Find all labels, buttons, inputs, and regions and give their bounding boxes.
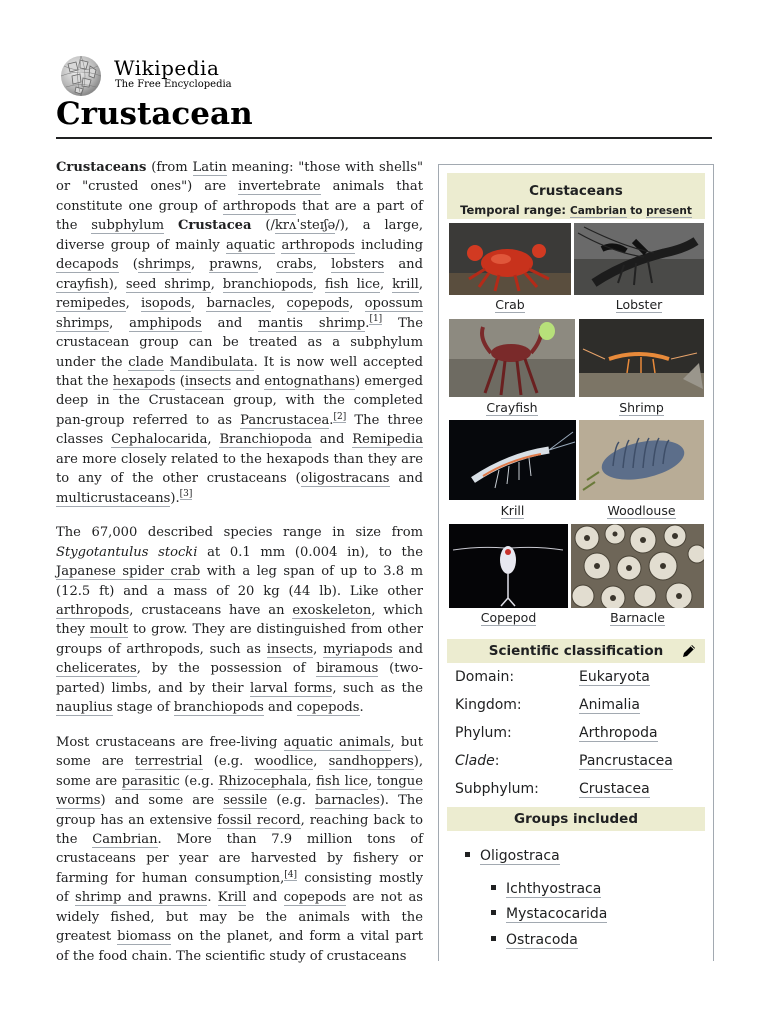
crayfish-image[interactable] [449, 319, 575, 397]
barnacle-image[interactable] [571, 524, 704, 608]
subphylum-label: Subphylum: [455, 781, 539, 797]
link-fossil-record[interactable]: fossil record [217, 812, 301, 828]
woodlouse-image[interactable] [579, 420, 704, 500]
tagline: The Free Encyclopedia [115, 79, 232, 90]
link-terrestrial[interactable]: terrestrial [134, 754, 203, 770]
link-oligostracans[interactable]: oligostracans [300, 471, 390, 487]
link-nauplius[interactable]: nauplius [56, 700, 113, 716]
infobox-header [447, 173, 705, 219]
phylum-label: Phylum: [455, 725, 512, 741]
link-amphipods[interactable]: amphipods [129, 315, 202, 331]
article-body [56, 158, 423, 981]
link-branchiopods[interactable]: branchiopods [222, 276, 313, 292]
caption-woodlouse[interactable]: Woodlouse [607, 503, 676, 518]
group-item [491, 932, 578, 948]
link-shrimp-and-prawns[interactable]: shrimp and prawns [75, 890, 208, 906]
reference-3[interactable]: [3] [179, 489, 193, 500]
link-crustacea[interactable]: Crustacea [579, 781, 650, 797]
caption-shrimp[interactable]: Shrimp [619, 400, 664, 415]
link-tongue-worms[interactable]: tongue worms [56, 773, 423, 809]
bullet [491, 910, 496, 915]
link-cephalocarida[interactable]: Cephalocarida [111, 432, 208, 448]
caption-crayfish[interactable]: Crayfish [486, 400, 538, 415]
link-japanese-spider-crab[interactable]: Japanese spider crab [56, 564, 201, 580]
link-clade[interactable]: clade [128, 354, 164, 370]
group-item [491, 881, 601, 897]
link-mystacocarida[interactable]: Mystacocarida [506, 906, 608, 922]
link-arthropods[interactable]: arthropods [222, 198, 297, 214]
link-barnacles[interactable]: barnacles [206, 296, 272, 312]
link-sandhoppers[interactable]: sandhoppers [328, 754, 414, 770]
link-mandibulata[interactable]: Mandibulata [169, 354, 254, 370]
link-myriapods[interactable]: myriapods [323, 641, 393, 657]
caption-barnacle[interactable]: Barnacle [610, 610, 665, 625]
link-crayfish[interactable]: crayfish [56, 276, 109, 292]
link-ostracoda[interactable]: Ostracoda [506, 932, 578, 948]
link-arthropods[interactable]: arthropods [56, 602, 130, 618]
bold-term: Crustacea [177, 218, 252, 234]
copepod-image[interactable] [449, 524, 568, 608]
link-present[interactable]: present [646, 205, 692, 217]
link-subphylum[interactable]: subphylum [91, 218, 165, 234]
link-biomass[interactable]: biomass [117, 929, 172, 945]
link-animalia[interactable]: Animalia [579, 697, 640, 713]
link-decapods[interactable]: decapods [56, 257, 119, 273]
classification-header: Scientific classification [447, 639, 705, 663]
krill-image[interactable] [449, 420, 576, 500]
lobster-image[interactable] [574, 223, 704, 295]
link-insects[interactable]: insects [184, 373, 232, 389]
link-copepods[interactable]: copepods [286, 296, 350, 312]
link-fish-lice[interactable]: fish lice [324, 276, 381, 292]
link-crabs[interactable]: crabs [276, 257, 313, 273]
link-biramous[interactable]: biramous [316, 661, 379, 677]
link-hexapods[interactable]: hexapods [112, 373, 176, 389]
link-copepods[interactable]: copepods [283, 890, 347, 906]
link-branchiopoda[interactable]: Branchiopoda [219, 432, 312, 448]
link-lobsters[interactable]: lobsters [331, 257, 385, 273]
link-prawns[interactable]: prawns [209, 257, 259, 273]
link-pronunciation[interactable]: krʌˈsteɪʃə [274, 218, 336, 234]
link-chelicerates[interactable]: chelicerates [56, 661, 137, 677]
bullet [491, 885, 496, 890]
paragraph-3: Most crustaceans are free-living aquatic animals, but some are terrestrial (e.g. woodlice, sandhoppers), some are parasitic (e.g. Rhizocephala, fish lice, tongue worms) and some are sessile (e.g. barnacles). The group has an extensive fossil record, reaching back to the Cambrian. More than 7.9 million tons of crustaceans per year are harvested by fishery or farming for human consumption,[4] consisting mostly of shrimp and prawns. Krill and copepods are not as widely fished, but may be the animals with the greatest biomass on the planet, and form a vital part of the food chain. The scientific study of crustaceans [56, 734, 424, 964]
link-cambrian[interactable]: Cambrian [570, 205, 627, 217]
wikipedia-globe-logo[interactable] [56, 54, 106, 98]
caption-crab[interactable]: Crab [495, 297, 525, 312]
caption-krill[interactable]: Krill [500, 503, 525, 518]
link-mantis-shrimp[interactable]: mantis shrimp [258, 315, 366, 331]
link-krill[interactable]: Krill [217, 890, 247, 906]
link-rhizocephala[interactable]: Rhizocephala [218, 773, 308, 789]
link-fish-lice[interactable]: fish lice [316, 773, 369, 789]
bullet [465, 852, 470, 857]
link-pancrustacea[interactable]: Pancrustacea [240, 412, 330, 428]
link-woodlice[interactable]: woodlice [254, 754, 314, 770]
link-copepods[interactable]: copepods [296, 700, 360, 716]
wordmark[interactable]: Wikipedia [114, 56, 220, 80]
link-latin[interactable]: Latin [192, 160, 227, 175]
edit-pencil-icon[interactable] [681, 643, 697, 659]
link-invertebrate[interactable]: invertebrate [238, 179, 321, 195]
link-krill[interactable]: krill [392, 276, 419, 292]
clade-label: Clade: [455, 753, 500, 769]
domain-label: Domain: [455, 669, 515, 685]
link-insects[interactable]: insects [266, 641, 314, 657]
paragraph-1: Crustaceans (from Latin meaning: "those with shells" or "crusted ones") are invertebrate animals that constitute one group of arthropods that are a part of the subphylum Crustacea (/krʌˈsteɪʃə/), a large, diverse group of mainly aquatic arthropods including decapods (shrimps, prawns, crabs, lobsters and crayfish), seed shrimp, branchiopods, fish lice, krill, remipedes, isopods, barnacles, copepods, opossum shrimps, amphipods and mantis shrimp.[1] The crustacean group can be treated as a subphylum under the clade Mandibulata. It is now well accepted that the hexapods (insects and entognathans) emerged deep in the Crustacean group, with the completed pan-group referred to as Pancrustacea.[2] The three classes Cephalocarida, Branchiopoda and Remipedia are more closely related to the hexapods than they are to any of the other crustaceans (oligostracans and multicrustaceans).[3] [56, 160, 424, 506]
caption-copepod[interactable]: Copepod [480, 610, 537, 625]
temporal-range: Temporal range: Cambrian to present [460, 203, 692, 217]
link-sessile[interactable]: sessile [223, 793, 268, 809]
shrimp-image[interactable] [579, 319, 704, 397]
bullet [491, 936, 496, 941]
link-remipedes[interactable]: remipedes [56, 296, 126, 312]
crab-image[interactable] [449, 223, 571, 295]
link-arthropods[interactable]: arthropods [281, 237, 355, 253]
infobox-title: Crustaceans [529, 183, 623, 199]
species-name: Stygotantulus stocki [56, 544, 198, 560]
paragraph-2: The 67,000 described species range in size from Stygotantulus stocki at 0.1 mm (0.004 in), to the Japanese spider crab with a leg span of up to 3.8 m (12.5 ft) and a mass of 20 kg (44 lb). Like other arthropods, crustaceans have an exoskeleton, which they moult to grow. They are distinguished from other groups of arthropods, such as insects, myriapods and chelicerates, by the possession of biramous (two-parted) limbs, and by their larval forms, such as the nauplius stage of branchiopods and copepods. [56, 525, 423, 716]
link-branchiopods[interactable]: branchiopods [173, 700, 264, 716]
infobox [438, 164, 714, 961]
bold-term: Crustaceans [56, 160, 147, 175]
link-aquatic-animals[interactable]: aquatic animals [283, 734, 391, 750]
link-shrimps[interactable]: shrimps [137, 257, 191, 273]
groups-header: Groups included [447, 807, 705, 831]
caption-lobster[interactable]: Lobster [615, 297, 663, 312]
reference-2[interactable]: [2] [333, 411, 347, 422]
link-exoskeleton[interactable]: exoskeleton [292, 602, 372, 618]
reference-4[interactable]: [4] [284, 869, 297, 880]
link-cambrian[interactable]: Cambrian [92, 831, 158, 847]
link-ichthyostraca[interactable]: Ichthyostraca [506, 881, 602, 897]
link-parasitic[interactable]: parasitic [121, 773, 180, 789]
kingdom-label: Kingdom: [455, 697, 522, 713]
link-opossum-shrimps[interactable]: opossum shrimps [56, 296, 424, 331]
link-larval-forms[interactable]: larval forms [250, 680, 333, 696]
link-aquatic[interactable]: aquatic [226, 237, 276, 253]
link-entognathans[interactable]: entognathans [264, 373, 355, 389]
reference-1[interactable]: [1] [369, 314, 383, 325]
link-barnacles[interactable]: barnacles [315, 793, 380, 809]
link-isopods[interactable]: isopods [140, 296, 192, 312]
group-item [491, 906, 607, 922]
link-oligostraca[interactable]: Oligostraca [480, 848, 560, 864]
link-moult[interactable]: moult [89, 622, 129, 638]
page-title: Crustacean [56, 96, 253, 132]
link-eukaryota[interactable]: Eukaryota [579, 669, 650, 685]
group-item [465, 848, 560, 864]
link-pancrustacea[interactable]: Pancrustacea [579, 753, 673, 769]
link-multicrustaceans[interactable]: multicrustaceans [56, 490, 171, 506]
link-seed-shrimp[interactable]: seed shrimp [125, 276, 211, 292]
link-arthropoda[interactable]: Arthropoda [579, 725, 658, 741]
link-remipedia[interactable]: Remipedia [352, 432, 423, 448]
title-divider [56, 137, 712, 139]
